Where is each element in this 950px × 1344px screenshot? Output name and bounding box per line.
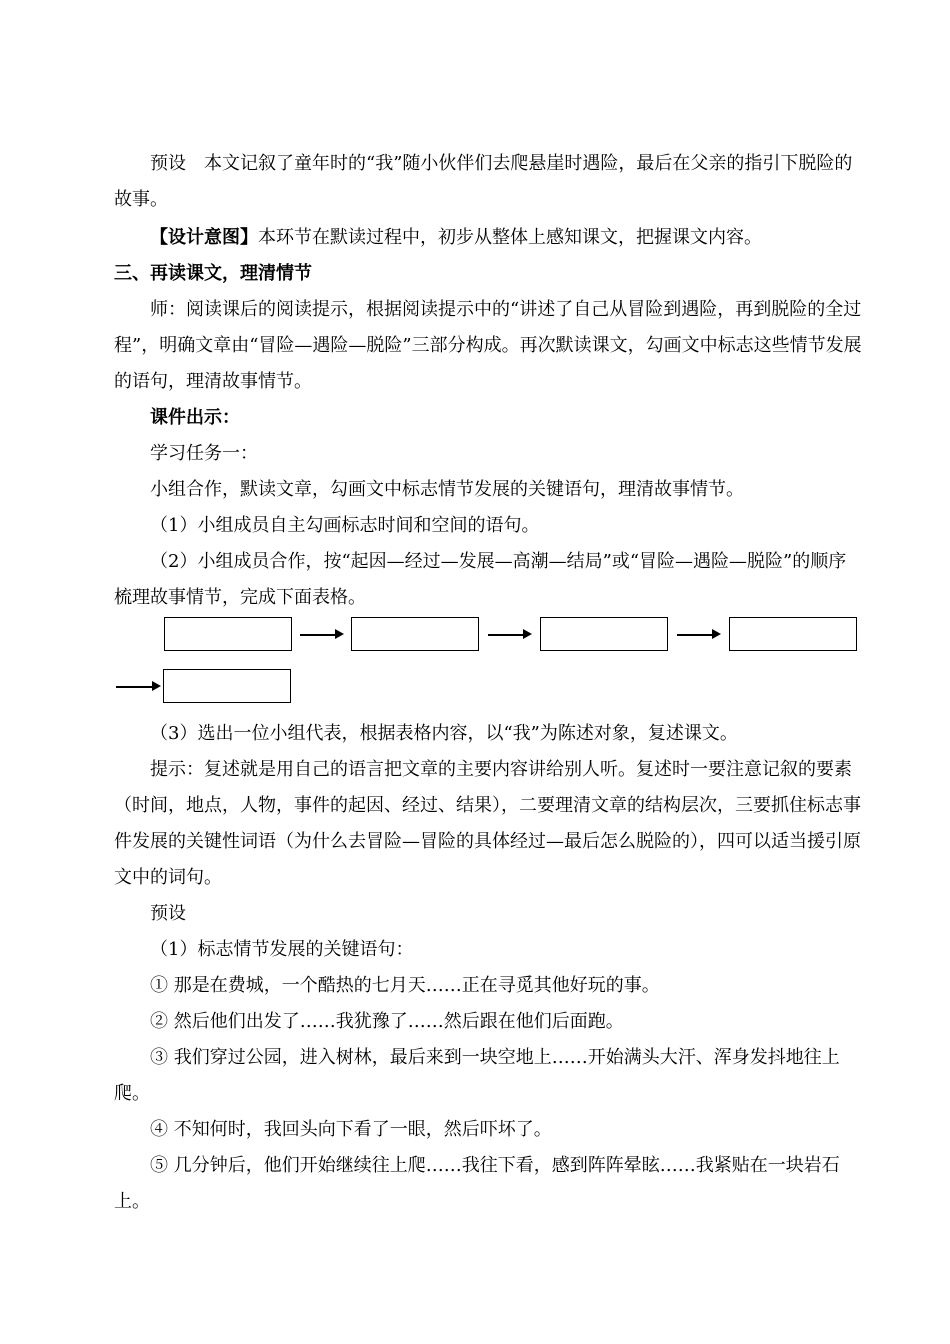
key-sentence-5: ⑤ 几分钟后，他们开始继续往上爬……我往下看，感到阵阵晕眩……我紧贴在一块岩石上。 — [114, 1155, 840, 1212]
step-1: （1）小组成员自主勾画标志时间和空间的语句。 — [150, 515, 540, 536]
retelling-tip: 提示：复述就是用自己的语言把文章的主要内容讲给别人听。复述时一要注意记叙的要素（时间，地点，人物，事件的起因、经过、结果），二要理清文章的结构层次，三要抓住标志事件发展的关键性词语（为什么去冒险—冒险的具体经过—最后怎么脱险的），四可以适当援引原文中的词句。 — [114, 759, 861, 888]
arrow-2 — [488, 634, 532, 636]
plot-box-1 — [164, 617, 292, 651]
plot-box-5 — [163, 669, 291, 703]
step-3: （3）选出一位小组代表，根据表格内容，以“我”为陈述对象，复述课文。 — [150, 723, 738, 744]
task1-title: 学习任务一： — [150, 443, 258, 464]
step-2: （2）小组成员合作，按“起因—经过—发展—高潮—结局”或“冒险—遇险—脱险”的顺序梳理故事情节，完成下面表格。 — [114, 551, 847, 608]
arrow-1 — [300, 634, 344, 636]
plot-box-2 — [351, 617, 479, 651]
preset-paragraph: 预设 本文记叙了童年时的“我”随小伙伴们去爬悬崖时遇险，最后在父亲的指引下脱险的故事。 — [114, 153, 853, 210]
plot-box-4 — [729, 617, 857, 651]
design-intent-label: 【设计意图】 — [150, 227, 258, 248]
section-heading-3: 三、再读课文，理清情节 — [114, 263, 312, 284]
courseware-label: 课件出示： — [150, 407, 240, 428]
design-intent-paragraph — [114, 220, 862, 256]
key-sentences-title: （1）标志情节发展的关键语句： — [150, 939, 414, 960]
key-sentence-2: ② 然后他们出发了……我犹豫了……然后跟在他们后面跑。 — [150, 1011, 624, 1032]
arrow-3 — [677, 634, 721, 636]
arrow-4 — [116, 686, 161, 688]
teacher-paragraph: 师：阅读课后的阅读提示，根据阅读提示中的“讲述了自己从冒险到遇险，再到脱险的全过程”，明确文章由“冒险—遇险—脱险”三部分构成。再次默读课文，勾画文中标志这些情节发展的语句，理清故事情节。 — [114, 299, 862, 392]
design-intent-text: 本环节在默读过程中，初步从整体上感知课文，把握课文内容。 — [258, 227, 762, 248]
key-sentence-1: ① 那是在费城，一个酷热的七月天……正在寻觅其他好玩的事。 — [150, 975, 660, 996]
preset-label: 预设 — [150, 903, 186, 924]
task1-description: 小组合作，默读文章，勾画文中标志情节发展的关键语句，理清故事情节。 — [150, 479, 744, 500]
key-sentence-4: ④ 不知何时，我回头向下看了一眼，然后吓坏了。 — [150, 1119, 552, 1140]
key-sentence-3: ③ 我们穿过公园，进入树林，最后来到一块空地上……开始满头大汗、浑身发抖地往上爬。 — [114, 1047, 840, 1104]
plot-box-3 — [540, 617, 668, 651]
